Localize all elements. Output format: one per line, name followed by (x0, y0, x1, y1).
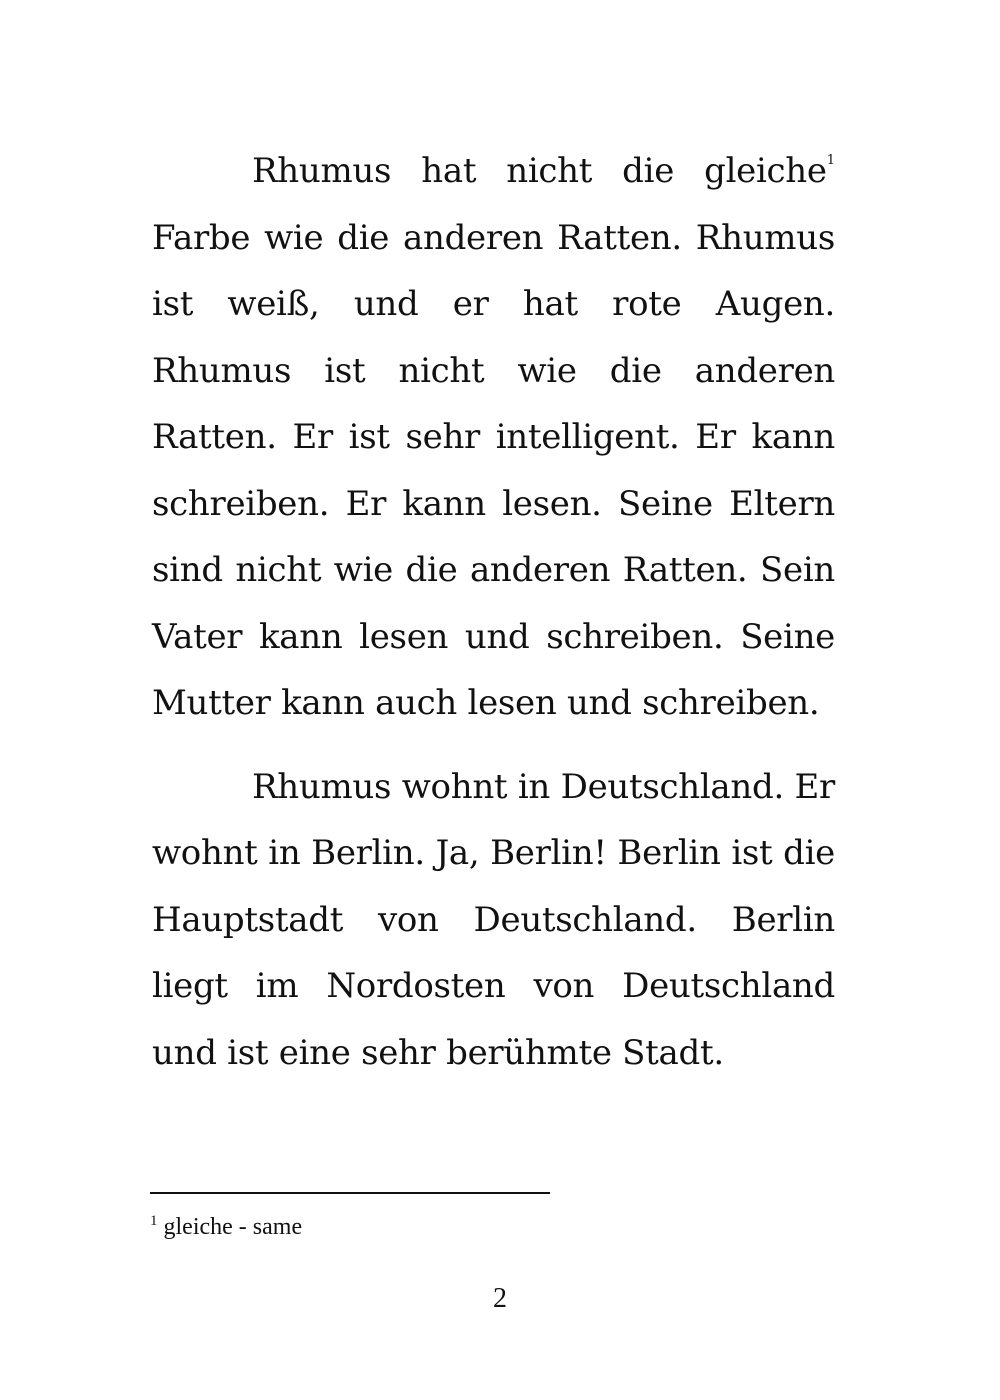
footnote (150, 1212, 302, 1242)
footnote-marker: 1 (150, 1213, 158, 1229)
footnote-text: gleiche - same (157, 1214, 303, 1240)
paragraph-1 (152, 138, 835, 737)
footnote-divider (150, 1192, 550, 1194)
body-text (152, 138, 835, 1086)
footnote-reference: 1 (826, 153, 835, 168)
paragraph-1-text-end: Farbe wie die anderen Ratten. Rhumus ist weiß, und er hat rote Augen. Rhumus ist nicht wie die anderen Ratten. Er ist sehr intelligent. Er kann schreiben. Er kann lesen. Seine Eltern sind nicht wie die anderen Ratten. Sein Vater kann lesen und schreiben. Seine Mutter kann auch lesen und schreiben. (152, 217, 835, 723)
paragraph-2: Rhumus wohnt in Deutschland. Er wohnt in Berlin. Ja, Berlin! Berlin ist die Hauptstadt von Deutschland. Berlin liegt im Nordosten von Deutschland und ist eine sehr berühmte Stadt. (152, 766, 835, 1073)
page-number: 2 (493, 1283, 507, 1314)
paragraph-1-text-start: Rhumus hat nicht die gleiche (252, 151, 827, 191)
